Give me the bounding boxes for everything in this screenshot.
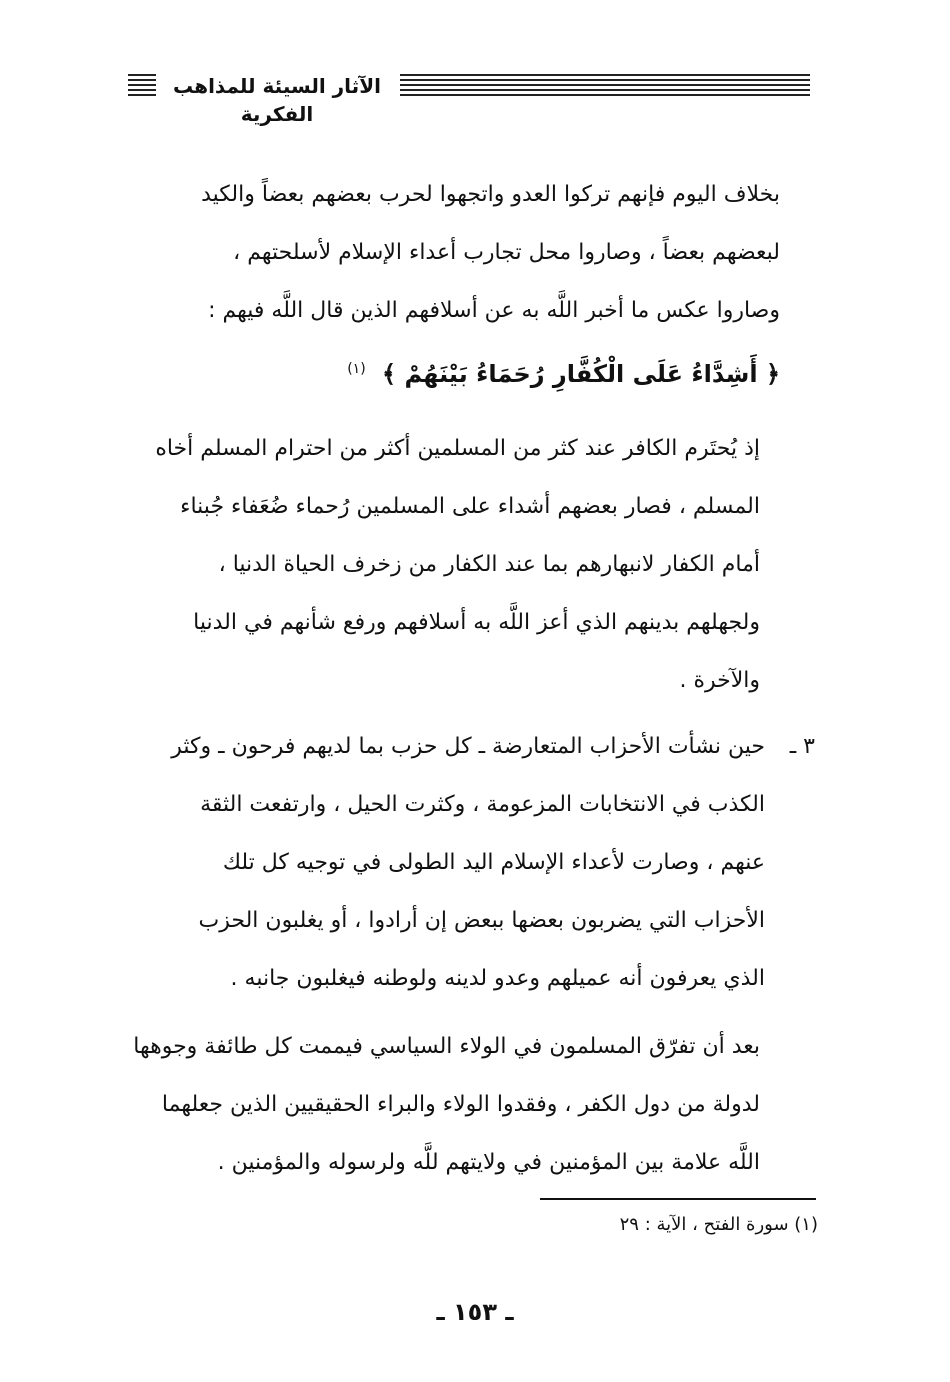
header-rule-right xyxy=(400,74,810,98)
paragraph-2 xyxy=(130,420,760,710)
paragraph-4-line: لدولة من دول الكفر ، وفقدوا الولاء والبراء الحقيقيين الذين جعلهما xyxy=(161,1092,760,1117)
paragraph-2-line: إذ يُحتَرم الكافر عند كثر من المسلمين أكثر من احترام المسلم أخاه xyxy=(155,436,760,461)
paragraph-4-line: بعد أن تفرّق المسلمون في الولاء السياسي فيممت كل طائفة وجوهها xyxy=(133,1034,760,1059)
footnote-reference: (١) xyxy=(347,361,366,377)
paragraph-1-line: وصاروا عكس ما أخبر اللَّه به عن أسلافهم الذين قال اللَّه فيهم : xyxy=(208,298,780,323)
list-item-3-line: الكذب في الانتخابات المزعومة ، وكثرت الحيل ، وارتفعت الثقة xyxy=(200,792,765,817)
list-item-3-line: الأحزاب التي يضربون بعضها ببعض إن أرادوا ، أو يغلبون الحزب xyxy=(198,908,765,933)
header-title: الآثار السيئة للمذاهب الفكرية xyxy=(162,72,392,128)
list-item-3-line: الذي يعرفون أنه عميلهم وعدو لدينه ولوطنه فيغلبون جانبه . xyxy=(230,966,765,991)
verse-text: ﴿ أَشِدَّاءُ عَلَى الْكُفَّارِ رُحَمَاءُ بَيْنَهُمْ ﴾ xyxy=(382,360,780,388)
paragraph-1 xyxy=(130,166,780,398)
list-item-3-line: عنهم ، وصارت لأعداء الإسلام اليد الطولى في توجيه كل تلك xyxy=(222,850,765,875)
list-item-3 xyxy=(130,718,765,1008)
list-item-3-line: حين نشأت الأحزاب المتعارضة ـ كل حزب بما لديهم فرحون ـ وكثر xyxy=(171,734,765,759)
footnote: (١) سورة الفتح ، الآية : ٢٩ xyxy=(619,1214,818,1235)
footnote-separator xyxy=(540,1198,816,1200)
paragraph-2-line: المسلم ، فصار بعضهم أشداء على المسلمين رُحماء ضُعَفاء جُبناء xyxy=(180,494,760,519)
header-rule-left xyxy=(128,74,156,98)
paragraph-1-line: بخلاف اليوم فإنهم تركوا العدو واتجهوا لحرب بعضهم بعضاً والكيد xyxy=(201,182,780,207)
quran-verse xyxy=(130,340,780,398)
paragraph-1-line: لبعضهم بعضاً ، وصاروا محل تجارب أعداء الإسلام لأسلحتهم ، xyxy=(233,240,780,265)
paragraph-2-line: ولجهلهم بدينهم الذي أعز اللَّه به أسلافهم ورفع شأنهم في الدنيا xyxy=(193,610,760,635)
running-header xyxy=(128,70,810,126)
page-number: ـ ١٥٣ ـ xyxy=(436,1298,514,1326)
paragraph-2-line: أمام الكفار لانبهارهم بما عند الكفار من زخرف الحياة الدنيا ، xyxy=(218,552,760,577)
paragraph-4-line: اللَّه علامة بين المؤمنين في ولايتهم للَّه ولرسوله والمؤمنين . xyxy=(217,1150,760,1175)
list-item-number: ٣ ـ xyxy=(789,734,815,759)
paragraph-4 xyxy=(130,1018,760,1192)
paragraph-2-line: والآخرة . xyxy=(679,668,760,693)
